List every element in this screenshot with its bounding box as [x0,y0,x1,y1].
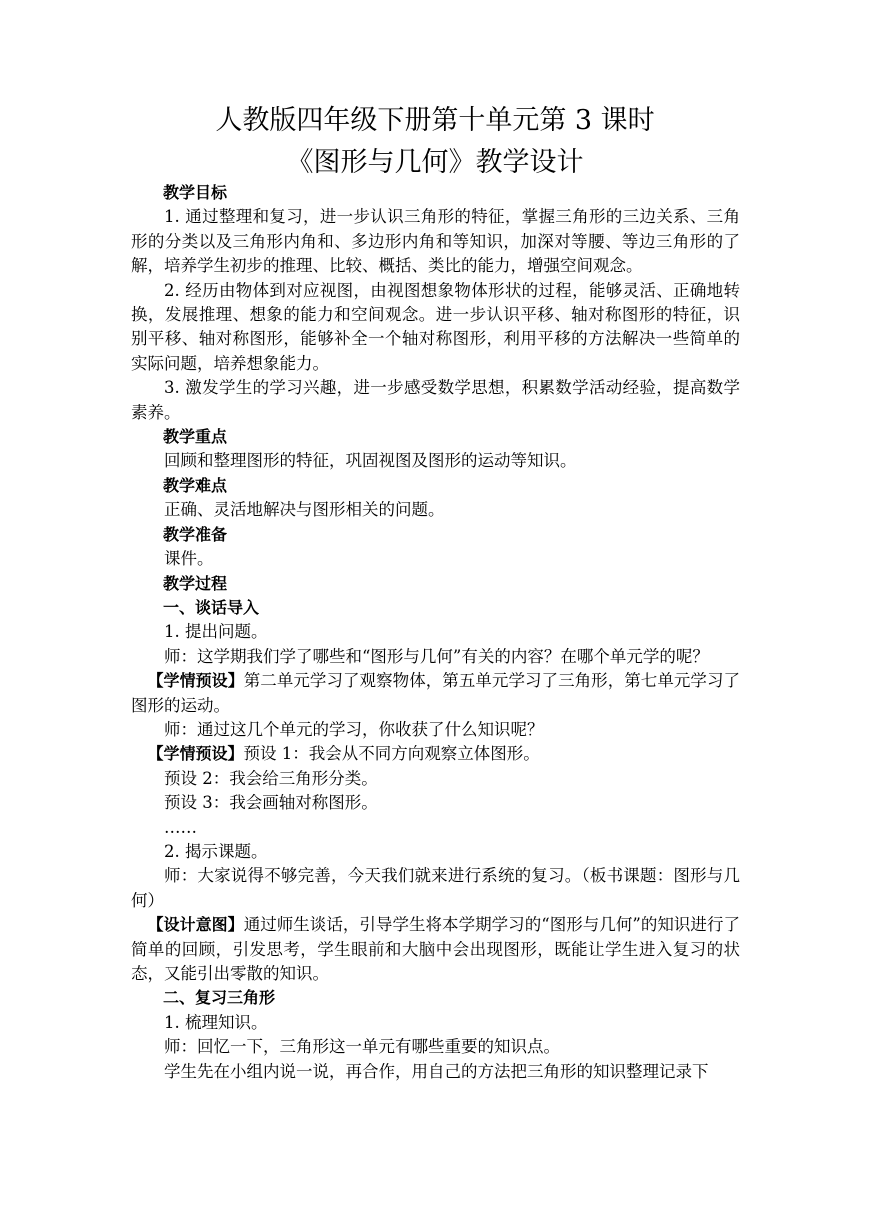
paragraph-tag: 【学情预设】 [147,744,244,764]
body-paragraph: 回顾和整理图形的特征，巩固视图及图形的运动等知识。 [164,451,577,471]
body-paragraph: 预设 3：我会画轴对称图形。 [164,793,378,813]
paragraph-text: 预设 1：我会从不同方向观察立体图形。 [243,744,540,764]
tagged-paragraph [131,913,740,986]
body-paragraph: 师：大家说得不够完善，今天我们就来进行系统的复习。（板书课题：图形与几何） [131,866,740,910]
document-title-line2: 《图形与几何》教学设计 [286,147,584,178]
document-title-line1: 人教版四年级下册第十单元第 3 课时 [215,105,655,136]
section-heading: 教学过程 [163,573,228,593]
body-paragraph: 正确、灵活地解决与图形相关的问题。 [164,500,445,520]
body-paragraph: 3. 激发学生的学习兴趣，进一步感受数学思想，积累数学活动经验，提高数学素养。 [131,378,740,422]
section-heading: 教学准备 [163,524,228,544]
body-paragraph: 学生先在小组内说一说，再合作，用自己的方法把三角形的知识整理记录下 [164,1061,709,1081]
body-paragraph: 1. 通过整理和复习，进一步认识三角形的特征，掌握三角形的三边关系、三角形的分类以及三角形内角和、多边形内角和等知识，加深对等腰、等边三角形的了解，培养学生初步的推理、比较、概括、类比的能力，增强空间观念。 [131,207,740,276]
body-paragraph: 师：回忆一下，三角形这一单元有哪些重要的知识点。 [164,1037,560,1057]
document-body [131,181,740,1084]
body-paragraph: 1. 梳理知识。 [164,1012,268,1032]
paragraph-tag: 【设计意图】 [147,915,244,935]
body-paragraph: …… [164,817,197,837]
body-paragraph: 课件。 [164,549,214,569]
body-paragraph: 师：通过这几个单元的学习，你收获了什么知识呢？ [164,719,544,739]
section-heading: 二、复习三角形 [163,988,276,1008]
section-heading: 教学目标 [163,183,228,202]
paragraph-tag: 【学情预设】 [147,671,244,691]
section-heading: 一、谈话导入 [163,597,260,617]
section-heading: 教学重点 [163,427,228,447]
body-paragraph: 预设 2：我会给三角形分类。 [164,768,378,788]
body-paragraph: 2. 揭示课题。 [164,841,268,861]
body-paragraph: 2. 经历由物体到对应视图，由视图想象物体形状的过程，能够灵活、正确地转换，发展推理、想象的能力和空间观念。进一步认识平移、轴对称图形的特征，识别平移、轴对称图形，能够补全一个轴对称图形，利用平移的方法解决一些简单的实际问题，培养想象能力。 [131,280,740,373]
section-heading: 教学难点 [163,475,228,495]
paragraph-text: 第二单元学习了观察物体，第五单元学习了三角形，第七单元学习了图形的运动。 [131,671,740,715]
paragraph-text: 通过师生谈话，引导学生将本学期学习的“图形与几何”的知识进行了简单的回顾，引发思考，学生眼前和大脑中会出现图形，既能让学生进入复习的状态，又能引出零散的知识。 [131,915,740,983]
tagged-paragraph [131,742,740,766]
body-paragraph: 1. 提出问题。 [164,622,268,642]
body-paragraph: 师：这学期我们学了哪些和“图形与几何”有关的内容？在哪个单元学的呢？ [164,646,709,666]
tagged-paragraph [131,669,740,718]
